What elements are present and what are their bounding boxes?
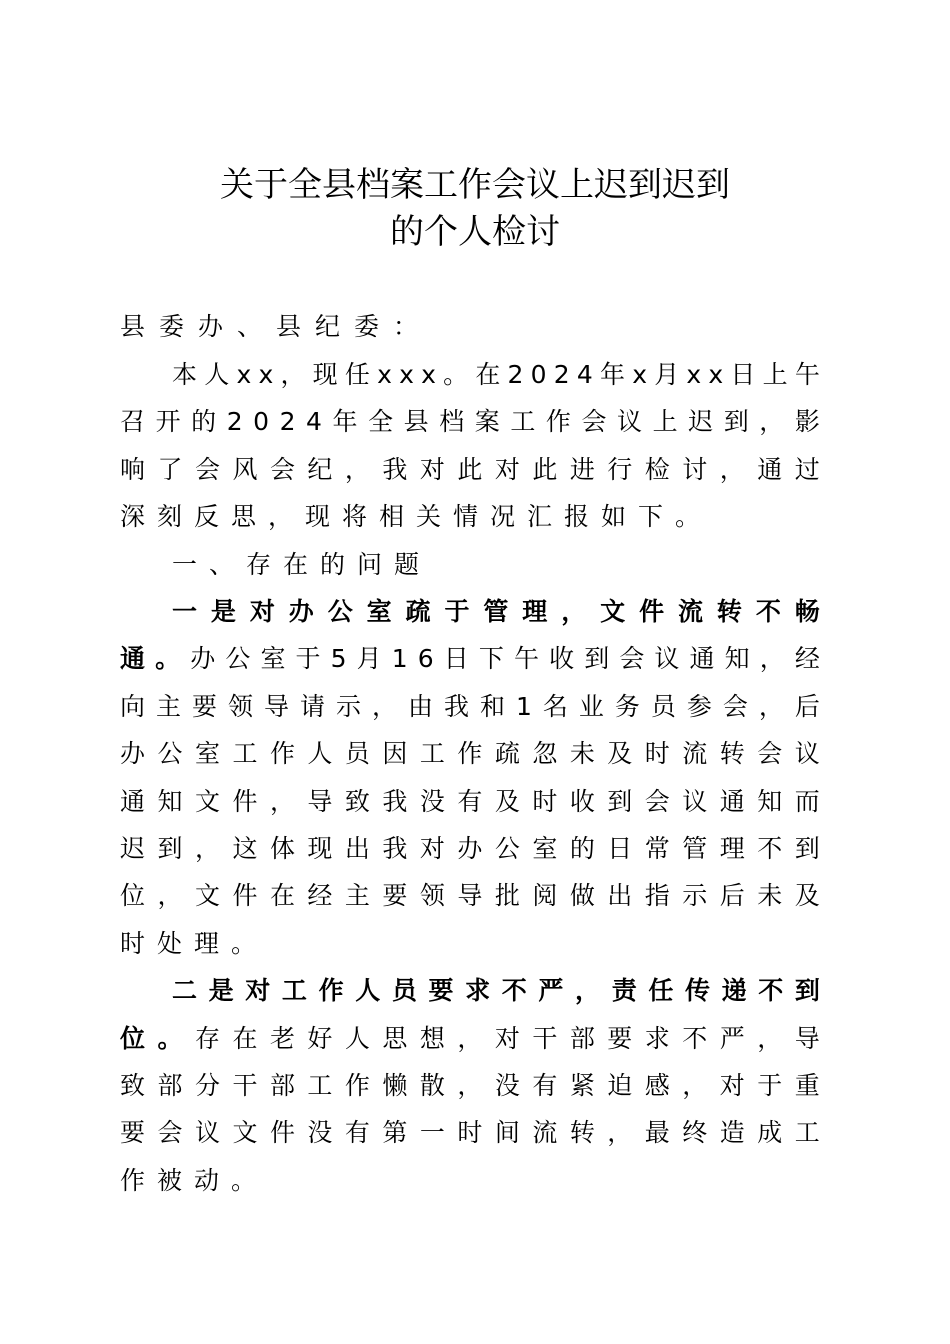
body-text: 作被动。 xyxy=(120,1165,269,1195)
body-line: 本 人 x x ， 现 任 x x x 。 在 2 0 2 4 年 x 月 x x 日 上 午 xyxy=(172,360,820,389)
body-line: 位 。 存 在 老 好 人 思 想 ， 对 干 部 要 求 不 严 ， 导 xyxy=(120,1023,820,1053)
document-title-line-2: 的个人检讨 xyxy=(390,212,560,252)
body-text: 深刻反思，现将相关情况汇报如下。 xyxy=(120,502,713,532)
body-line xyxy=(120,497,820,537)
body-line: 一 是 对 办 公 室 疏 于 管 理 ， 文 件 流 转 不 畅 xyxy=(172,597,820,626)
body-line: 通 知 文 件 ， 导 致 我 没 有 及 时 收 到 会 议 通 知 而 xyxy=(120,786,820,816)
body-text: 一、存在的问题 xyxy=(172,549,432,579)
body-line xyxy=(120,924,820,964)
body-line xyxy=(172,545,820,585)
body-line: 响 了 会 风 会 纪 ， 我 对 此 对 此 进 行 检 讨 ， 通 过 xyxy=(120,454,820,484)
body-line: 二 是 对 工 作 人 员 要 求 不 严 ， 责 任 传 递 不 到 xyxy=(172,976,820,1006)
body-line: 迟 到 ， 这 体 现 出 我 对 办 公 室 的 日 常 管 理 不 到 xyxy=(120,834,820,863)
body-line: 办 公 室 工 作 人 员 因 工 作 疏 忽 未 及 时 流 转 会 议 xyxy=(120,739,820,769)
body-line: 召 开 的 2 0 2 4 年 全 县 档 案 工 作 会 议 上 迟 到 ， 影 xyxy=(120,407,820,437)
salutation: 县委办、县纪委： xyxy=(120,312,433,341)
body-line xyxy=(120,1161,820,1201)
document-title-line-1: 关于全县档案工作会议上迟到迟到 xyxy=(220,165,730,205)
body-line: 要 会 议 文 件 没 有 第 一 时 间 流 转 ， 最 终 造 成 工 xyxy=(120,1118,820,1148)
body-line: 致 部 分 干 部 工 作 懒 散 ， 没 有 紧 迫 感 ， 对 于 重 xyxy=(120,1071,820,1100)
body-text: 时处理。 xyxy=(120,928,269,958)
body-line: 通 。 办 公 室 于 5 月 1 6 日 下 午 收 到 会 议 通 知 ， 经 xyxy=(120,644,820,674)
body-line: 位 ， 文 件 在 经 主 要 领 导 批 阅 做 出 指 示 后 未 及 xyxy=(120,881,820,911)
body-line: 向 主 要 领 导 请 示 ， 由 我 和 1 名 业 务 员 参 会 ， 后 xyxy=(120,691,820,721)
